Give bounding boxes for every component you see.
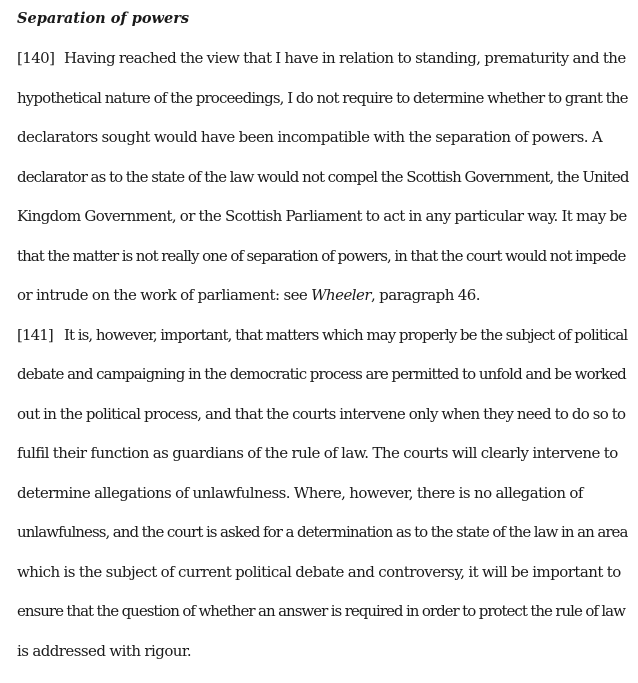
paragraph-number-140: [140] bbox=[17, 49, 55, 67]
paragraph-140-line-3: declarators sought would have been incompatible with the separation of powers. A bbox=[17, 128, 603, 146]
paragraph-text: , paragraph 46. bbox=[371, 286, 480, 304]
paragraph-140-line-4: declarator as to the state of the law would not compel the Scottish Government, the United bbox=[17, 168, 629, 186]
paragraph-140-line-6: that the matter is not really one of separation of powers, in that the court would not impede bbox=[17, 247, 626, 265]
paragraph-141-line-1 bbox=[17, 325, 627, 345]
paragraph-141-line-8: ensure that the question of whether an answer is required in order to protect the rule of law bbox=[17, 602, 625, 620]
paragraph-141-line-6: unlawfulness, and the court is asked for a determination as to the state of the law in an area bbox=[17, 523, 628, 541]
paragraph-text: or intrude on the work of parliament: see bbox=[17, 286, 312, 304]
paragraph-141-line-9: is addressed with rigour. bbox=[17, 642, 192, 660]
paragraph-text: It is, however, important, that matters which may properly be the subject of political bbox=[64, 326, 628, 344]
paragraph-141-line-5: determine allegations of unlawfulness. Where, however, there is no allegation of bbox=[17, 484, 583, 502]
paragraph-140-line-7 bbox=[17, 285, 480, 305]
paragraph-number-141: [141] bbox=[17, 326, 53, 344]
paragraph-140-line-1 bbox=[17, 48, 626, 68]
paragraph-141-line-2: debate and campaigning in the democratic process are permitted to unfold and be worked bbox=[17, 365, 626, 383]
paragraph-141-line-4: fulfil their function as guardians of the rule of law. The courts will clearly intervene to bbox=[17, 444, 618, 462]
paragraph-141-line-3: out in the political process, and that the courts intervene only when they need to do so to bbox=[17, 405, 626, 423]
paragraph-140-line-5: Kingdom Government, or the Scottish Parliament to act in any particular way. It may be bbox=[17, 207, 627, 225]
case-citation: Wheeler bbox=[311, 286, 371, 304]
paragraph-141-line-7: which is the subject of current political debate and controversy, it will be important to bbox=[17, 563, 621, 581]
section-heading: Separation of powers bbox=[17, 10, 190, 27]
paragraph-text: Having reached the view that I have in relation to standing, prematurity and the bbox=[64, 49, 626, 67]
paragraph-140-line-2: hypothetical nature of the proceedings, I do not require to determine whether to grant the bbox=[17, 89, 628, 107]
